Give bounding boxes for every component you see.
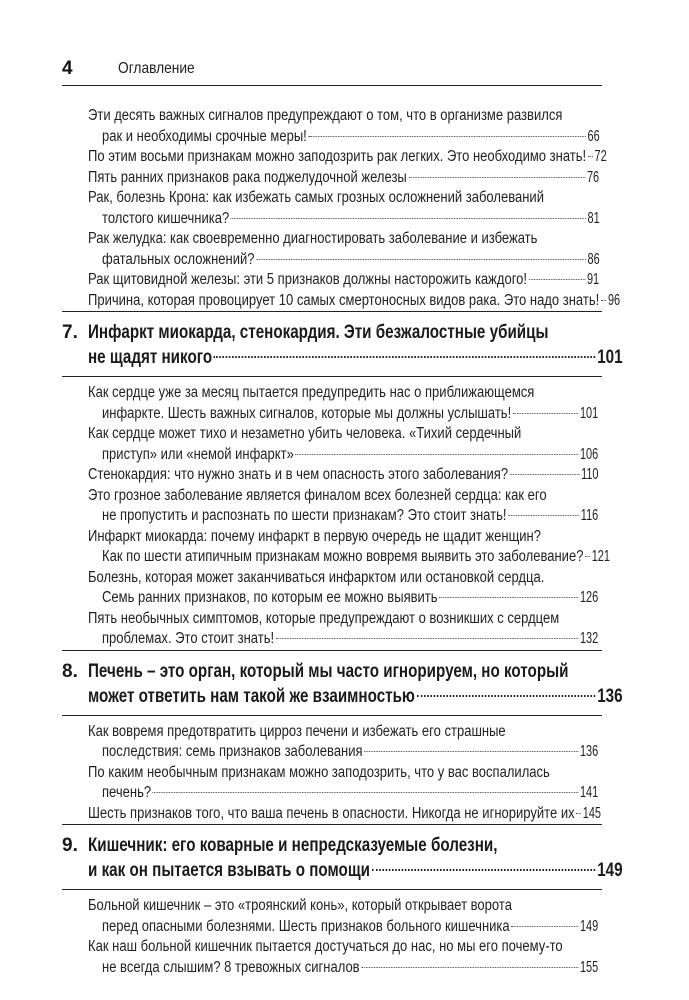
toc-entry-line-wrap (102, 588, 602, 609)
toc-entry-title-text: приступ» или «немой инфаркт» (102, 445, 294, 463)
toc-entry-leader-row (88, 291, 620, 312)
toc-entry-line-wrap (102, 783, 602, 804)
toc-entry-line (62, 229, 602, 250)
chapter-number: 8. (62, 660, 78, 682)
page-ref: 132 (580, 630, 599, 647)
toc-entry[interactable] (62, 188, 602, 229)
toc-entry-title: Рак, болезнь Крона: как избежать самых грозных осложнений заболеваний (88, 189, 544, 206)
chapter-heading-line (62, 320, 602, 345)
toc-entry-line-wrap (88, 270, 602, 291)
toc-entry-title: Пять необычных симптомов, которые предупреждают о возникших с сердцем (88, 609, 560, 627)
toc-entry[interactable] (62, 147, 607, 168)
dot-leader (510, 474, 580, 475)
toc-entry-line (62, 588, 602, 609)
toc-entry-title: Рак желудка: как своевременно диагностировать заболевание и избежать (88, 230, 538, 247)
toc-entry[interactable] (62, 383, 602, 424)
toc-entry-title: Это грозное заболевание является финалом всех болезней сердца: как его (88, 486, 547, 504)
toc-entry[interactable] (62, 270, 602, 291)
toc-entry-title: Болезнь, которая может заканчиваться инфарктом или остановкой сердца. (88, 568, 545, 586)
chapter-entries (62, 722, 602, 825)
page-ref: 81 (587, 209, 600, 227)
page-header (62, 56, 602, 86)
dot-leader (508, 515, 579, 516)
dot-leader (511, 926, 578, 927)
toc-entry-title-text: инфаркте. Шесть важных сигналов, которые мы должны услышать! (102, 404, 512, 422)
chapter-entries (62, 383, 611, 650)
page-ref: 141 (580, 784, 599, 801)
toc-entry-line (62, 424, 602, 445)
toc-entry-title-text: Рак щитовидной железы: эти 5 признаков должны насторожить каждого! (88, 271, 528, 288)
toc-entry-line (62, 629, 602, 650)
toc-entry-title-text: толстого кишечника? (102, 209, 230, 227)
page-ref: 86 (587, 250, 600, 268)
chapter-title-wrap (88, 833, 602, 858)
toc-entry-leader-row (102, 404, 602, 425)
dot-leader (585, 556, 590, 557)
dot-leader (296, 454, 579, 455)
toc-entry-title-text: фатальных осложнений? (102, 250, 255, 268)
chapter-title: Печень – это орган, который мы часто игнорируем, но который (88, 660, 569, 682)
toc-entry-line (62, 147, 607, 168)
page-ref: 96 (607, 291, 620, 309)
toc-entry-line-wrap (102, 445, 602, 466)
toc-entry-line (62, 722, 602, 743)
toc-entry-line-wrap (102, 127, 602, 148)
toc-entry-title-text: По этим восьми признакам можно заподозрить рак легких. Это необходимо знать! (88, 148, 587, 165)
page-ref: 145 (583, 804, 602, 822)
toc-entry-title: Инфаркт миокарда: почему инфаркт в первую очередь не щадит женщин? (88, 527, 541, 545)
toc-entry-line-wrap (102, 209, 602, 230)
chapter-title-wrap (88, 320, 664, 345)
toc-entry[interactable] (62, 291, 620, 312)
toc-entry-line-wrap (88, 465, 602, 486)
chapter-title-wrap (88, 345, 623, 370)
chapter-title-wrap (88, 659, 689, 684)
page-ref: 76 (587, 168, 600, 186)
page-ref: 101 (580, 404, 599, 422)
page-ref: 72 (594, 148, 607, 165)
chapter-title-text: может ответить нам такой же взаимностью (88, 685, 415, 707)
toc-entry-line (62, 783, 602, 804)
toc-entry-line (62, 527, 602, 548)
toc-entry-leader-row (88, 804, 602, 825)
chapter-title: Кишечник: его коварные и непредсказуемые болезни, (88, 835, 498, 856)
dot-leader (601, 300, 606, 301)
page-ref: 136 (580, 743, 599, 760)
toc-entry-title-text: не пропустить и распознать по шести признакам? Это стоит знать! (102, 507, 507, 524)
toc-entry-line (62, 383, 602, 404)
toc-entry-line-wrap (102, 917, 602, 938)
page-ref: 136 (597, 685, 623, 707)
chapter-entries (62, 896, 602, 978)
chapter-heading-line (62, 345, 623, 370)
page-ref: 106 (580, 445, 599, 463)
dot-leader (256, 259, 585, 260)
toc-entry-line (62, 937, 602, 958)
running-title: Оглавление (118, 60, 195, 77)
toc-entry[interactable] (62, 804, 602, 825)
toc-entry-title: Как сердце уже за месяц пытается предупредить нас о приближающемся (88, 384, 535, 401)
toc-entry-line-wrap (88, 147, 607, 168)
toc-entry-line (62, 168, 602, 189)
table-of-contents (62, 106, 623, 978)
chapter-number: 9. (62, 835, 78, 856)
toc-entry-line (62, 188, 602, 209)
toc-entry-leader-row (102, 588, 602, 609)
dot-leader (364, 751, 578, 752)
toc-entry-title: Как наш больной кишечник пытается достучаться до нас, но мы его почему-то (88, 938, 563, 955)
dot-leader (588, 156, 593, 157)
toc-entry[interactable] (62, 424, 602, 465)
toc-entry[interactable] (62, 229, 602, 270)
toc-entry-line (62, 742, 602, 763)
toc-entry-title-text: рак и необходимы срочные меры! (102, 127, 307, 145)
toc-entry-leader-row (88, 465, 602, 486)
chapter-leader-row (88, 858, 623, 883)
dot-leader (361, 967, 578, 968)
toc-entry-title: Больной кишечник – это «троянский конь», который открывает ворота (88, 897, 512, 914)
toc-entry-title-text: не всегда слышим? 8 тревожных сигналов (102, 958, 360, 976)
toc-entry[interactable] (62, 937, 602, 978)
page-ref: 121 (591, 548, 611, 565)
toc-entry-line (62, 609, 602, 630)
toc-entry[interactable] (62, 486, 602, 527)
toc-entry-title-text: Стенокардия: что нужно знать и в чем опасность этого заболевания? (88, 466, 509, 483)
toc-entry-line (62, 404, 602, 425)
page-ref: 149 (597, 860, 623, 881)
toc-entry-leader-row (102, 127, 602, 148)
toc-entry[interactable] (62, 722, 602, 763)
page-ref: 110 (581, 466, 599, 483)
toc-entry-title: Эти десять важных сигналов предупреждают о том, что в организме развился (88, 107, 563, 124)
toc-entry-line (62, 804, 602, 825)
chapter-heading[interactable] (62, 833, 623, 890)
section-divider (62, 650, 602, 651)
toc-entry[interactable] (62, 465, 602, 486)
page-ref: 149 (580, 917, 599, 935)
page-ref: 126 (580, 589, 599, 606)
toc-entry-leader-row (88, 168, 602, 189)
page-ref: 91 (587, 271, 600, 288)
toc-entry-line (62, 896, 602, 917)
chapter-heading[interactable] (62, 659, 623, 716)
toc-entry-line-wrap (102, 742, 602, 763)
toc-entry-line (62, 958, 602, 979)
toc-entry-line-wrap (88, 291, 620, 312)
toc-entry-line (62, 917, 602, 938)
page-number: 4 (62, 58, 73, 79)
page-ref: 101 (597, 347, 623, 368)
page-ref: 66 (587, 127, 600, 145)
toc-entry-line (62, 209, 602, 230)
chapter-heading-line (62, 684, 623, 709)
dot-leader (276, 638, 579, 639)
chapter-leader-row (88, 684, 623, 709)
toc-entry-line (62, 506, 602, 527)
toc-entry-leader-row (102, 917, 602, 938)
toc-entry[interactable] (62, 896, 602, 937)
chapter-title-wrap (88, 858, 623, 883)
toc-entry[interactable] (62, 106, 602, 147)
toc-entry-leader-row (102, 445, 602, 466)
toc-entry[interactable] (62, 609, 602, 650)
page-ref: 155 (580, 958, 599, 976)
toc-entry-line-wrap (102, 250, 602, 271)
toc-entry-line-wrap (102, 958, 602, 979)
toc-entry-title-text: проблемах. Это стоит знать! (102, 630, 275, 647)
toc-entry-title: Как сердце может тихо и незаметно убить человека. «Тихий сердечный (88, 425, 522, 442)
toc-entry-title-text: Пять ранних признаков рака поджелудочной железы (88, 168, 407, 186)
dot-leader (214, 356, 596, 358)
toc-entry-leader-row (88, 147, 607, 168)
toc-entry[interactable] (62, 763, 602, 804)
toc-entry-leader-row (88, 270, 602, 291)
dot-leader (439, 597, 578, 598)
dot-leader (576, 813, 581, 814)
page-ref: 116 (581, 507, 599, 524)
dot-leader (153, 792, 579, 793)
toc-entry-line (62, 445, 602, 466)
toc-entry-line (62, 291, 620, 312)
chapter-heading[interactable] (62, 320, 623, 377)
section-divider (62, 824, 602, 825)
chapter-heading-line (62, 659, 602, 684)
toc-entry-leader-row (102, 250, 602, 271)
dot-leader (417, 695, 596, 697)
toc-entry-line-wrap (102, 404, 602, 425)
toc-entry-leader-row (102, 958, 602, 979)
toc-entry-leader-row (102, 209, 602, 230)
chapter-title: Инфаркт миокарда, стенокардия. Эти безжалостные убийцы (88, 322, 549, 343)
toc-entry-line-wrap (88, 804, 602, 825)
toc-entry-title-text: последствия: семь признаков заболевания (102, 743, 363, 760)
toc-entry-leader-row (102, 629, 602, 650)
toc-entry-leader-row (102, 506, 602, 527)
toc-entry-line (62, 127, 602, 148)
toc-entry-line (62, 568, 602, 589)
chapter-title-wrap (88, 684, 623, 709)
toc-entry-title-text: перед опасными болезнями. Шесть признаков больного кишечника (102, 917, 510, 935)
chapter-title-text: не щадят никого (88, 347, 213, 368)
toc-entry-title-text: Как по шести атипичным признакам можно вовремя выявить это заболевание? (102, 548, 584, 565)
toc-entry-line (62, 465, 602, 486)
toc-entry-title-text: Причина, которая провоцирует 10 самых смертоносных видов рака. Это надо знать! (88, 291, 600, 309)
toc-entry-line (62, 486, 602, 507)
toc-entry-line (62, 547, 611, 568)
toc-entry-line-wrap (102, 629, 602, 650)
section-divider (62, 311, 602, 312)
toc-entry-title-text: Семь ранних признаков, по которым ее можно выявить (102, 589, 438, 606)
chapter-heading-line (62, 833, 602, 858)
toc-entry-title: По каким необычным признакам можно заподозрить, что у вас воспалилась (88, 763, 550, 781)
toc-entry[interactable] (62, 168, 602, 189)
toc-entry-title: Как вовремя предотвратить цирроз печени и избежать его страшные (88, 722, 506, 740)
toc-entry-leader-row (102, 547, 611, 568)
toc-entry-line (62, 106, 602, 127)
toc-entry-line-wrap (102, 506, 602, 527)
dot-leader (308, 136, 585, 137)
toc-entry[interactable] (62, 527, 611, 568)
dot-leader (372, 869, 596, 871)
chapter-heading-line (62, 858, 623, 883)
chapter-title-text: и как он пытается взывать о помощи (88, 860, 371, 881)
toc-entry-line (62, 270, 602, 291)
toc-entry-line (62, 763, 602, 784)
toc-entry-leader-row (102, 742, 602, 763)
toc-entry-title-text: печень? (102, 784, 152, 801)
intro-entries (62, 106, 620, 311)
toc-entry-title-text: Шесть признаков того, что ваша печень в опасности. Никогда не игнорируйте их (88, 804, 575, 822)
dot-leader (231, 218, 586, 219)
dot-leader (513, 413, 579, 414)
toc-entry[interactable] (62, 568, 602, 609)
dot-leader (408, 177, 585, 178)
toc-entry-leader-row (102, 783, 602, 804)
chapter-number: 7. (62, 322, 78, 343)
toc-entry-line-wrap (102, 547, 611, 568)
dot-leader (529, 279, 586, 280)
chapter-leader-row (88, 345, 623, 370)
toc-entry-line-wrap (88, 168, 602, 189)
toc-entry-line (62, 250, 602, 271)
